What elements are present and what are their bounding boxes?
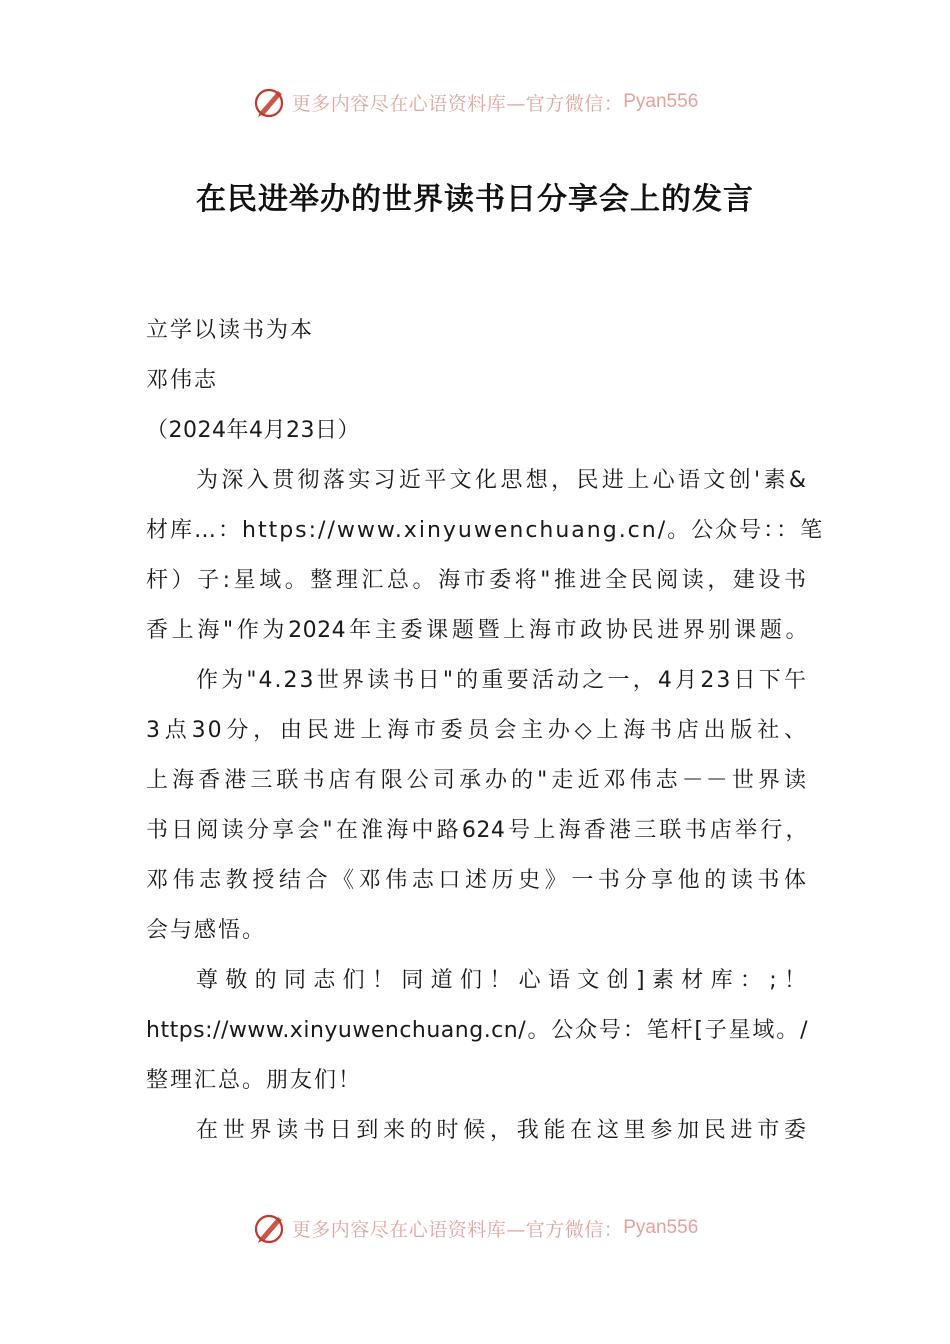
speech-date: （2024年4月23日） — [146, 418, 360, 443]
header-watermark-banner — [0, 82, 950, 122]
watermark-wechat-id: Pyan556 — [623, 91, 699, 112]
pen-logo-icon — [252, 1210, 288, 1246]
paragraph-line: 香上海"作为2024年主委课题暨上海市政协民进界别课题。 — [146, 618, 808, 643]
paragraph-line: 3点30分，由民进上海市委员会主办◇上海书店出版社、 — [146, 718, 808, 743]
paragraph-line: 为深入贯彻落实习近平文化思想，民进上心语文创'素& — [196, 468, 808, 493]
document-body — [146, 306, 825, 1156]
paragraph-line: 杆）子:星域。整理汇总。海市委将"推进全民阅读，建设书 — [146, 568, 808, 593]
paragraph — [146, 956, 808, 1106]
paragraph-line: 上海香港三联书店有限公司承办的"走近邓伟志－－世界读 — [146, 768, 808, 793]
pen-logo-icon — [252, 84, 288, 120]
paragraph-line: 书日阅读分享会"在淮海中路624号上海香港三联书店举行， — [146, 818, 808, 843]
watermark-text: 更多内容尽在心语资料库—官方微信： — [291, 1218, 624, 1241]
watermark-wechat-id: Pyan556 — [623, 1217, 699, 1238]
paragraph — [146, 656, 808, 956]
paragraph-line: 尊敬的同志们！同道们！心语文创]素材库：;！ — [196, 968, 808, 993]
document-title: 在民进举办的世界读书日分享会上的发言 — [196, 182, 754, 217]
paragraph-line: 材库…：https://www.xinyuwenchuang.cn/。公众号：：笔 — [146, 518, 825, 543]
paragraph-line: 邓伟志教授结合《邓伟志口述历史》一书分享他的读书体 — [146, 868, 808, 893]
author-name: 邓伟志 — [146, 368, 219, 393]
paragraph-line: 作为"4.23世界读书日"的重要活动之一，4月23日下午 — [196, 668, 808, 693]
paragraph-line: https://www.xinyuwenchuang.cn/。公众号：笔杆[子星域。/ — [146, 1018, 808, 1043]
footer-watermark-banner — [0, 1208, 950, 1248]
paragraph-line: 在世界读书日到来的时候，我能在这里参加民进市委 — [196, 1118, 808, 1143]
paragraph — [146, 1106, 808, 1156]
subtitle: 立学以读书为本 — [146, 318, 315, 343]
paragraph-line: 会与感悟。 — [146, 918, 267, 943]
paragraph — [146, 456, 825, 656]
paragraph-line: 整理汇总。朋友们！ — [146, 1068, 363, 1093]
watermark-text: 更多内容尽在心语资料库—官方微信： — [291, 92, 624, 115]
